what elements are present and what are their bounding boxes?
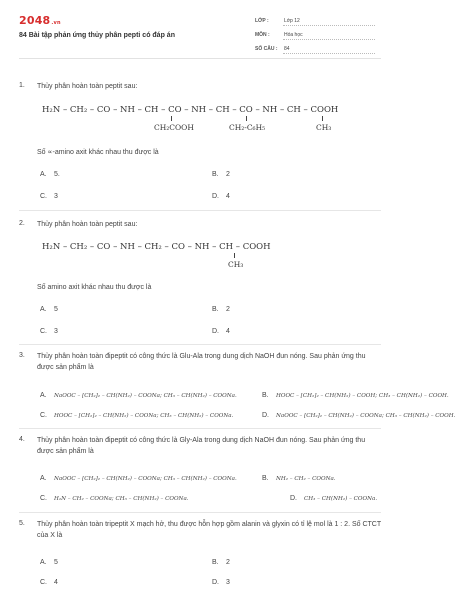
bond-line	[322, 116, 323, 121]
class-value: Lớp 12	[284, 18, 300, 24]
question-divider	[19, 344, 381, 345]
option-d[interactable]: D. CH₃ – CH(NH₂) – COONa.	[290, 495, 378, 502]
count-label: SỐ CÂU :	[255, 46, 278, 52]
question-text: Thủy phân hoàn toàn đipeptit có công thức là Gly-Ala trong dung dịch NaOH đun nóng. Sau phản ứng thu được sản phẩm là	[37, 437, 366, 455]
question-number: 2.	[19, 220, 25, 227]
option-c[interactable]: C. H₂N – CH₂ – COONa; CH₃ – CH(NH₂) – COONa.	[40, 495, 189, 502]
bond-line	[234, 253, 235, 258]
option-d[interactable]: D. NaOOC – [CH₂]₂ – CH(NH₂) – COONa; CH₃ – CH(NH₂) – COOH.	[262, 412, 455, 419]
option-b[interactable]: B. 2	[212, 559, 230, 566]
question-number: 3.	[19, 352, 25, 359]
side-chain-1: CH₃	[228, 260, 244, 269]
count-underline	[283, 53, 375, 54]
class-underline	[283, 25, 375, 26]
option-a[interactable]: A. 5	[40, 559, 58, 566]
option-c[interactable]: C. 3	[40, 193, 58, 200]
side-chain-2: CH₂-C₆H₅	[229, 123, 266, 132]
option-d[interactable]: D. 4	[212, 328, 230, 335]
side-chain-3: CH₃	[316, 123, 332, 132]
subject-underline	[283, 39, 375, 40]
logo-domain-text: .vn	[51, 20, 61, 26]
option-c[interactable]: C. HOOC – [CH₂]₂ – CH(NH₂) – COONa; CH₃ – CH(NH₂) – COONa.	[40, 412, 234, 419]
option-d[interactable]: D. 4	[212, 193, 230, 200]
option-b[interactable]: B. NH₂ – CH₂ – COONa.	[262, 475, 336, 482]
header-divider	[19, 58, 381, 59]
side-chain-1: CH₂COOH	[154, 123, 194, 132]
option-d[interactable]: D. 3	[212, 579, 230, 586]
document-title: 84 Bài tập phản ứng thủy phân pepti có đáp án	[19, 32, 175, 39]
option-a[interactable]: A. 5.	[40, 171, 60, 178]
question-text: Thủy phân hoàn toàn đipeptit có công thức là Glu-Ala trong dung dịch NaOH đun nóng. Sau phản ứng thu được sản phẩm là	[37, 353, 366, 371]
question-number: 5.	[19, 520, 25, 527]
site-logo[interactable]	[19, 14, 61, 27]
option-b[interactable]: B. HOOC – [CH₂]₂ – CH(NH₂) – COOH; CH₃ – CH(NH₂) – COOH.	[262, 392, 449, 399]
question-divider	[19, 210, 381, 211]
question-number: 4.	[19, 436, 25, 443]
option-a[interactable]: A. 5	[40, 306, 58, 313]
question-divider	[19, 512, 381, 513]
bond-line	[171, 116, 172, 121]
question-text: Thủy phân hoàn toàn tripeptit X mạch hở, thu được hỗn hợp gồm alanin và glyxin có tỉ lệ mol là 1 : 2. Số CTCT của X là	[37, 521, 382, 539]
subject-label: MÔN :	[255, 32, 270, 38]
count-value: 84	[284, 46, 290, 52]
subject-value: Hóa học	[284, 32, 303, 38]
peptide-formula-2: H₂N – CH₂ – CO – NH – CH₂ – CO – NH – CH – COOH	[42, 242, 271, 252]
option-c[interactable]: C. 4	[40, 579, 58, 586]
question-subtext: Số amino axit khác nhau thu được là	[37, 284, 152, 291]
class-label: LỚP :	[255, 18, 269, 24]
option-a[interactable]: A. NaOOC – [CH₂]₂ – CH(NH₂) – COONa; CH₃ – CH(NH₂) – COONa.	[40, 475, 237, 482]
question-subtext: Số ∝-amino axit khác nhau thu được là	[37, 149, 159, 156]
question-number: 1.	[19, 82, 25, 89]
option-a[interactable]: A. NaOOC – [CH₂]₂ – CH(NH₂) – COONa; CH₃ – CH(NH₂) – COONa.	[40, 392, 237, 399]
peptide-formula-1: H₂N – CH₂ – CO – NH – CH – CO – NH – CH – CO – NH – CH – COOH	[42, 105, 339, 115]
question-text: Thủy phân hoàn toàn peptit sau:	[37, 83, 138, 90]
option-c[interactable]: C. 3	[40, 328, 58, 335]
question-text: Thủy phân hoàn toàn peptit sau:	[37, 221, 138, 228]
question-divider	[19, 428, 381, 429]
bond-line	[246, 116, 247, 121]
option-b[interactable]: B. 2	[212, 171, 230, 178]
option-b[interactable]: B. 2	[212, 306, 230, 313]
logo-main-text: 2048	[19, 14, 51, 27]
